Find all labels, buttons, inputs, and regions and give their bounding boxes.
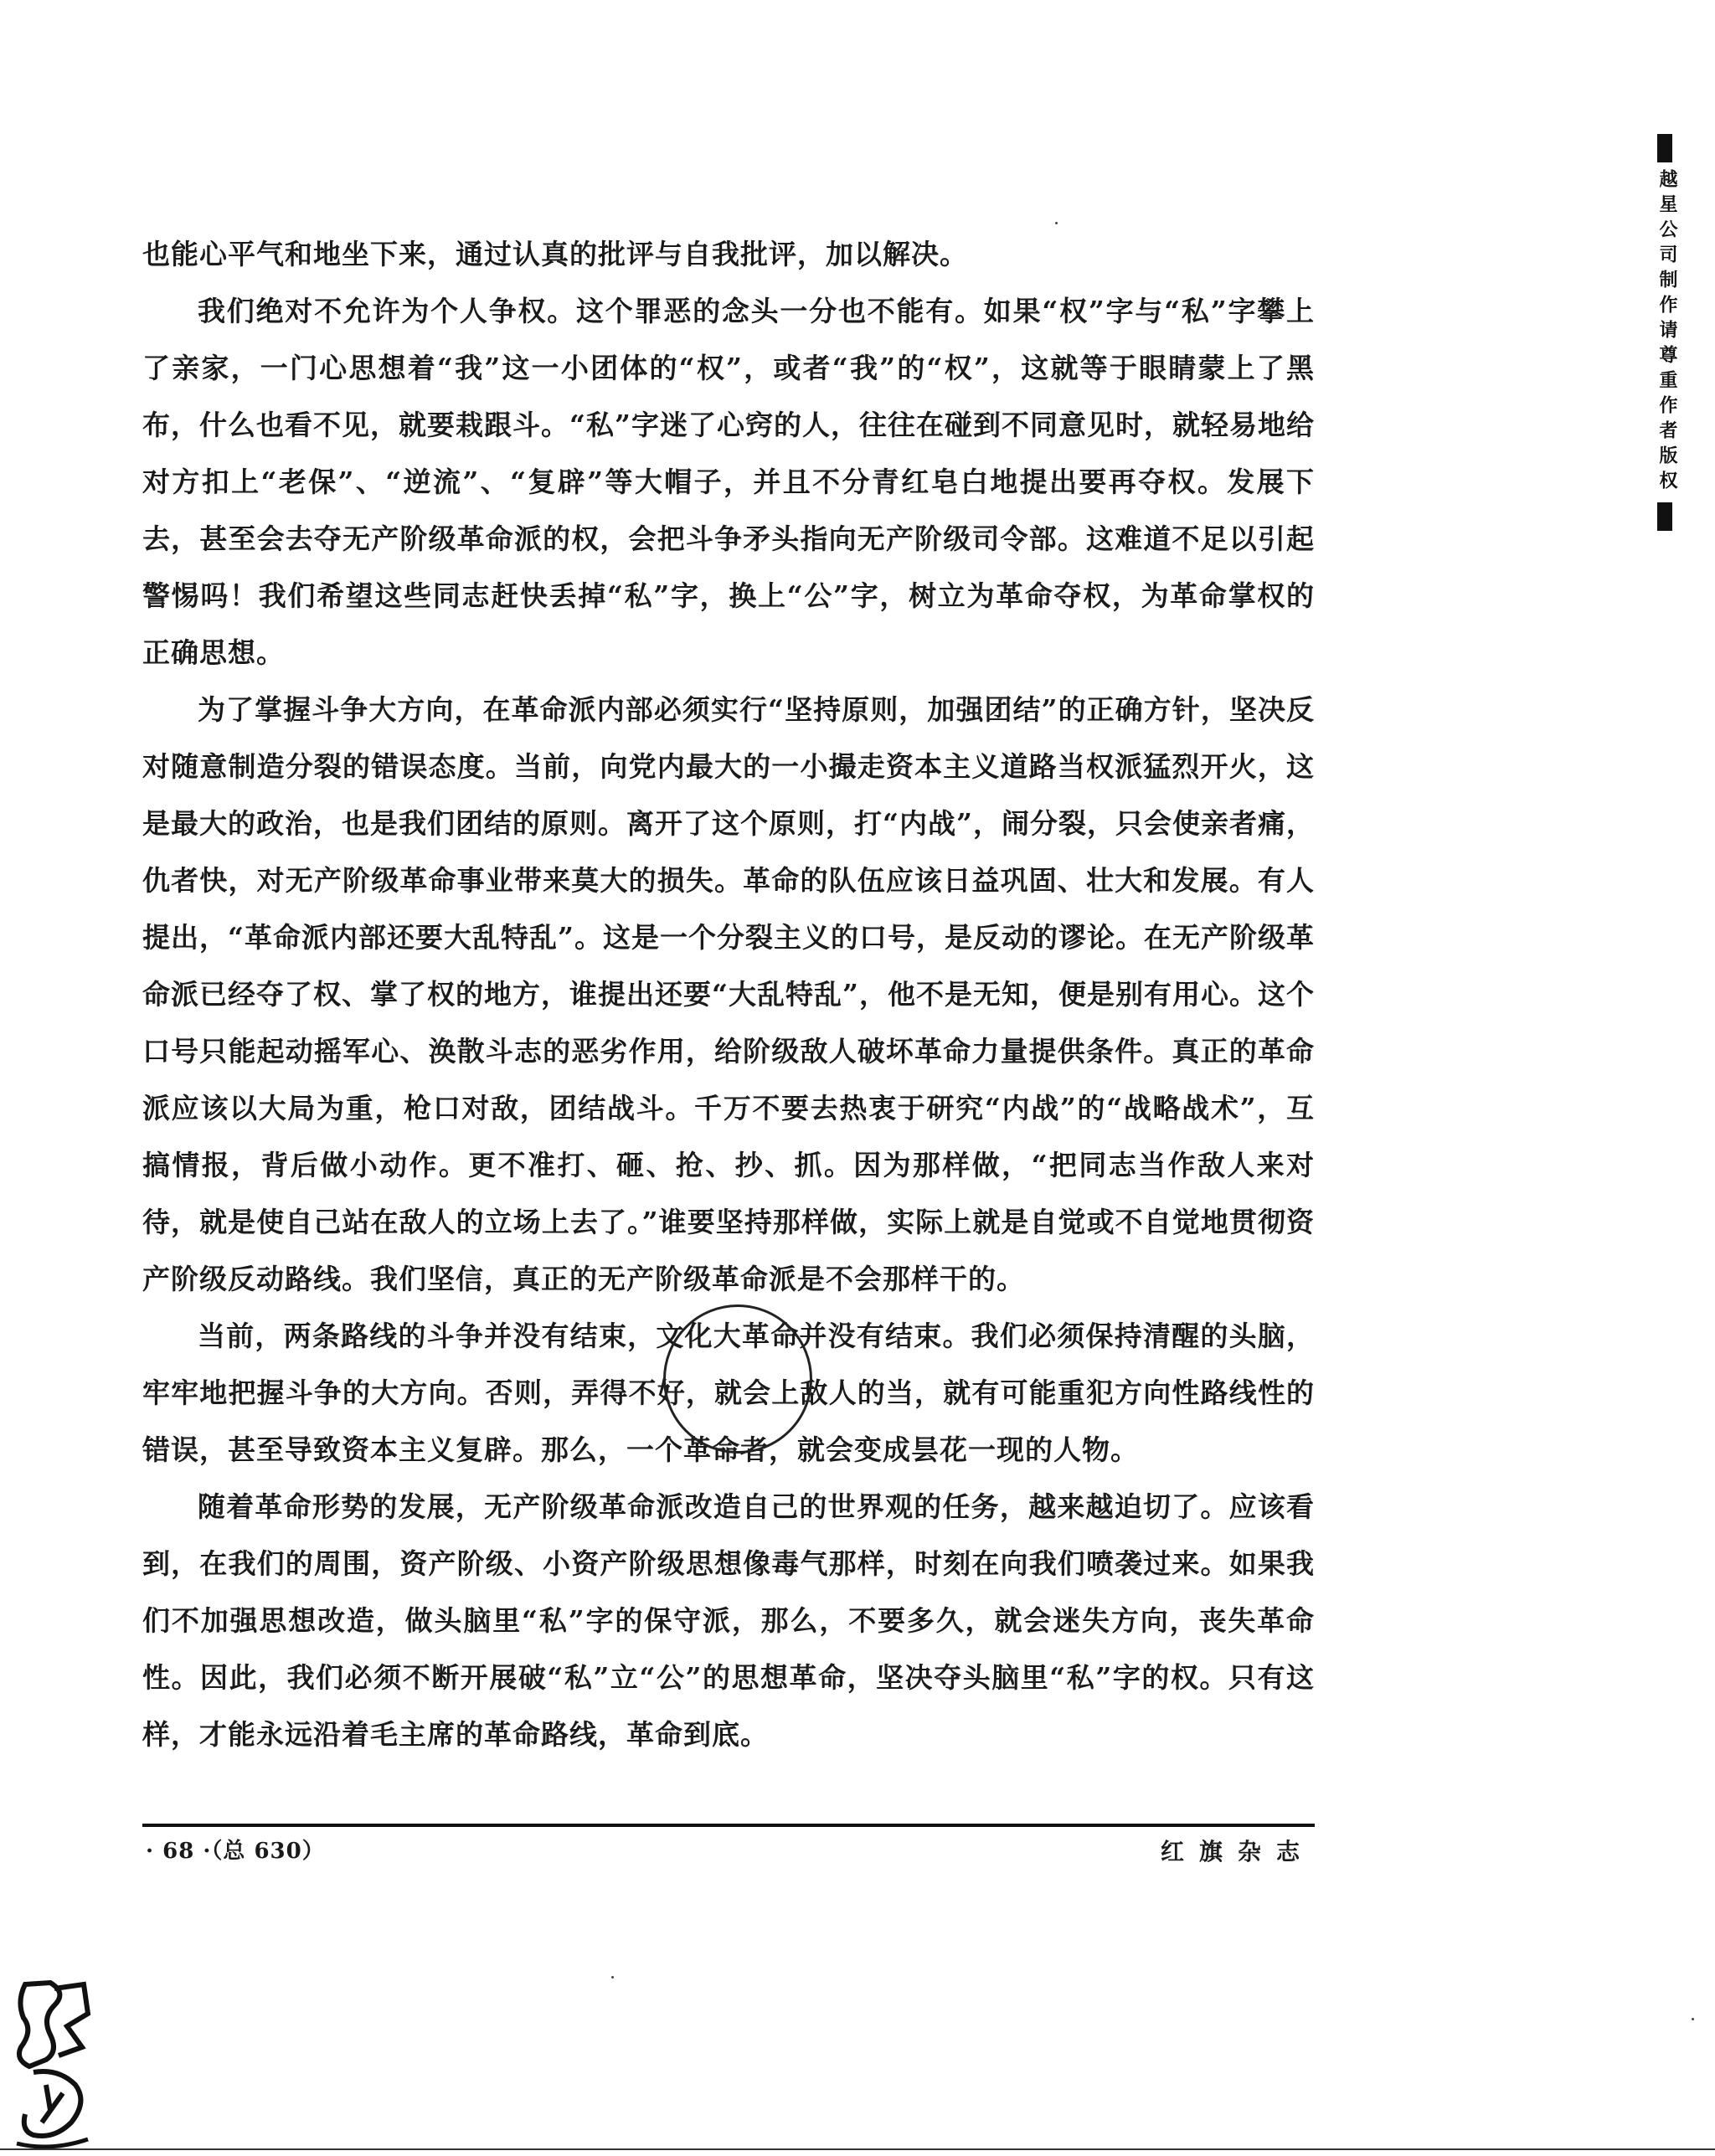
copyright-notice-text: 越星公司制作请尊重作者版权 [1656, 169, 1677, 496]
paragraph-worldview: 随着革命形势的发展，无产阶级革命派改造自己的世界观的任务，越来越迫切了。应该看到，在我们的周围，资产阶级、小资产阶级思想像毒气那样，时刻在向我们喷袭过来。如果我们不加强思想改造，做头脑里“私”字的保守派，那么，不要多久，就会迷失方向，丧失革命性。因此，我们必须不断开展破“私”立“公”的思想革命，坚决夺头脑里“私”字的权。只有这样，才能永远沿着毛主席的革命路线，革命到底。 [142, 1490, 1315, 1751]
copyright-notice [1654, 134, 1696, 603]
publication-name: 红旗杂志 [1160, 1838, 1315, 1865]
footer-rule [142, 1824, 1315, 1827]
scan-speck [1055, 222, 1058, 224]
page-number: · 68 ·（总 630） [146, 1839, 325, 1864]
bold-quotation: “把同志当作敌人来对待，就是使自己站在敌人的立场上去了。” [142, 1149, 1316, 1238]
paragraph-unity-tail: 谁要坚持那样做，实际上就是自觉或不自觉地贯彻资产阶级反动路线。我们坚信，真正的无产阶级革命派是不会那样干的。 [142, 1206, 1316, 1295]
paragraph-unity-text: 为了掌握斗争大方向，在革命派内部必须实行“坚持原则，加强团结”的正确方针，坚决反对随意制造分裂的错误态度。当前，向党内最大的一小撮走资本主义道路当权派猛烈开火，这是最大的政治，也是我们团结的原则。离开了这个原则，打“内战”，闹分裂，只会使亲者痛，仇者快，对无产阶级革命事业带来莫大的损失。革命的队伍应该日益巩固、壮大和发展。有人提出，“革命派内部还要大乱特乱”。这是一个分裂主义的口号，是反动的谬论。在无产阶级革命派已经夺了权、掌了权的地方，谁提出还要“大乱特乱”，他不是无知，便是别有用心。这个口号只能起动摇军心、涣散斗志的恶劣作用，给阶级敌人破坏革命力量提供条件。真正的革命派应该以大局为重，枪口对敌，团结战斗。千万不要去热衷于研究“内战”的“战略战术”，互搞情报，背后做小动作。更不准打、砸、抢、抄、抓。因为那样做， [142, 693, 1315, 1181]
notice-bar-top [1657, 134, 1672, 162]
paragraph-individual-power: 我们绝对不允许为个人争权。这个罪恶的念头一分也不能有。如果“权”字与“私”字攀上了亲家，一门心思想着“我”这一小团体的“权”，或者“我”的“权”，这就等于眼睛蒙上了黑布，什么也看不见，就要栽跟斗。“私”字迷了心窍的人，往往在碰到不同意见时，就轻易地给对方扣上“老保”、“逆流”、“复辟”等大帽子，并且不分青红皂白地提出要再夺权。发展下去，甚至会去夺无产阶级革命派的权，会把斗争矛头指向无产阶级司令部。这难道不足以引起警惕吗！我们希望这些同志赶快丢掉“私”字，换上“公”字，树立为革命夺权，为革命掌权的正确思想。 [142, 295, 1315, 669]
scan-speck [611, 1976, 614, 1978]
scan-edge-line [0, 2148, 1715, 2150]
seal-stamp [8, 1968, 100, 2156]
paragraph-unity [142, 682, 1315, 1308]
paragraph-continuation: 也能心平气和地坐下来，通过认真的批评与自我批评，加以解决。 [142, 238, 968, 270]
article-body [142, 226, 1315, 1763]
hand-drawn-circle [663, 1304, 812, 1454]
scan-speck [1692, 2018, 1694, 2020]
paragraph-two-lines: 当前，两条路线的斗争并没有结束，文化大革命并没有结束。我们必须保持清醒的头脑，牢牢地把握斗争的大方向。否则，弄得不好，就会上敌人的当，就有可能重犯方向性路线性的错误，甚至导致资本主义复辟。那么，一个革命者，就会变成昙花一现的人物。 [142, 1320, 1315, 1466]
notice-bar-bottom [1657, 502, 1672, 531]
